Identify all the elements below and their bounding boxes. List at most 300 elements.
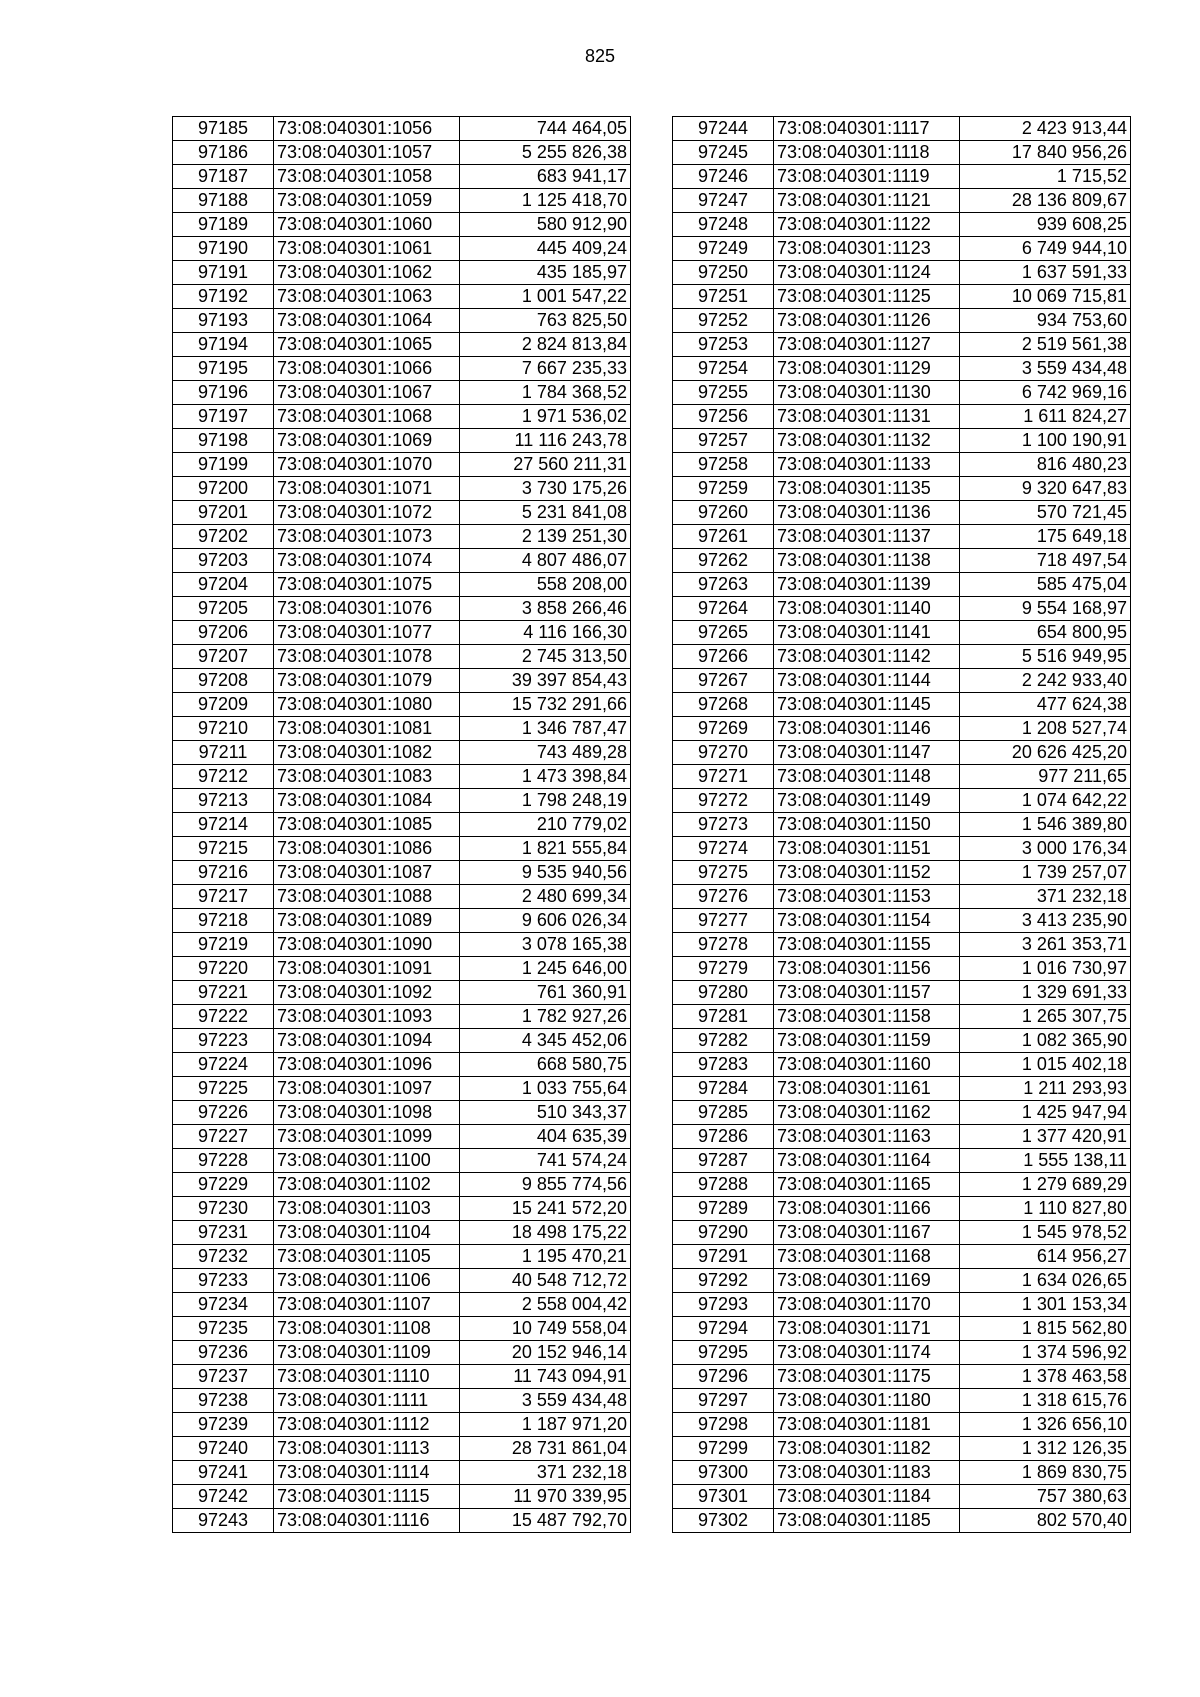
value-cell: 1 815 562,80	[960, 1317, 1131, 1341]
cadastral-number-cell: 73:08:040301:1097	[274, 1077, 460, 1101]
table-row	[673, 1437, 1131, 1461]
cadastral-number-cell: 73:08:040301:1109	[274, 1341, 460, 1365]
cadastral-number-cell: 73:08:040301:1065	[274, 333, 460, 357]
table-row	[173, 237, 631, 261]
value-cell: 1 312 126,35	[960, 1437, 1131, 1461]
row-number-cell: 97224	[173, 1053, 274, 1077]
cadastral-number-cell: 73:08:040301:1076	[274, 597, 460, 621]
table-row	[673, 1269, 1131, 1293]
value-cell: 2 423 913,44	[960, 117, 1131, 141]
table-row	[173, 405, 631, 429]
value-cell: 1 016 730,97	[960, 957, 1131, 981]
table-row	[673, 189, 1131, 213]
cadastral-number-cell: 73:08:040301:1181	[774, 1413, 960, 1437]
cadastral-number-cell: 73:08:040301:1104	[274, 1221, 460, 1245]
value-cell: 371 232,18	[960, 885, 1131, 909]
table-row	[673, 1461, 1131, 1485]
cadastral-number-cell: 73:08:040301:1133	[774, 453, 960, 477]
value-cell: 210 779,02	[460, 813, 631, 837]
value-cell: 9 606 026,34	[460, 909, 631, 933]
table-row	[673, 1509, 1131, 1533]
cadastral-number-cell: 73:08:040301:1061	[274, 237, 460, 261]
table-row	[673, 333, 1131, 357]
value-cell: 683 941,17	[460, 165, 631, 189]
table-row	[673, 549, 1131, 573]
value-cell: 9 554 168,97	[960, 597, 1131, 621]
cadastral-number-cell: 73:08:040301:1073	[274, 525, 460, 549]
cadastral-number-cell: 73:08:040301:1089	[274, 909, 460, 933]
row-number-cell: 97240	[173, 1437, 274, 1461]
table-row	[173, 1245, 631, 1269]
row-number-cell: 97187	[173, 165, 274, 189]
cadastral-number-cell: 73:08:040301:1066	[274, 357, 460, 381]
cadastral-number-cell: 73:08:040301:1155	[774, 933, 960, 957]
row-number-cell: 97216	[173, 861, 274, 885]
value-cell: 3 730 175,26	[460, 477, 631, 501]
cadastral-table-left	[172, 116, 631, 1533]
row-number-cell: 97215	[173, 837, 274, 861]
table-row	[173, 933, 631, 957]
cadastral-number-cell: 73:08:040301:1154	[774, 909, 960, 933]
table-row	[673, 477, 1131, 501]
table-row	[173, 1437, 631, 1461]
cadastral-number-cell: 73:08:040301:1068	[274, 405, 460, 429]
value-cell: 3 559 434,48	[460, 1389, 631, 1413]
table-row	[173, 621, 631, 645]
row-number-cell: 97186	[173, 141, 274, 165]
table-row	[173, 285, 631, 309]
row-number-cell: 97275	[673, 861, 774, 885]
row-number-cell: 97296	[673, 1365, 774, 1389]
row-number-cell: 97199	[173, 453, 274, 477]
table-row	[673, 1101, 1131, 1125]
value-cell: 1 798 248,19	[460, 789, 631, 813]
value-cell: 1 001 547,22	[460, 285, 631, 309]
table-row	[173, 1053, 631, 1077]
value-cell: 175 649,18	[960, 525, 1131, 549]
table-row	[173, 357, 631, 381]
table-row	[673, 1293, 1131, 1317]
row-number-cell: 97185	[173, 117, 274, 141]
table-row	[173, 741, 631, 765]
cadastral-number-cell: 73:08:040301:1092	[274, 981, 460, 1005]
table-row	[173, 477, 631, 501]
value-cell: 3 858 266,46	[460, 597, 631, 621]
table-row	[173, 981, 631, 1005]
row-number-cell: 97258	[673, 453, 774, 477]
table-row	[673, 981, 1131, 1005]
value-cell: 1 378 463,58	[960, 1365, 1131, 1389]
row-number-cell: 97280	[673, 981, 774, 1005]
table-row	[173, 333, 631, 357]
cadastral-number-cell: 73:08:040301:1139	[774, 573, 960, 597]
row-number-cell: 97282	[673, 1029, 774, 1053]
table-row	[173, 1389, 631, 1413]
table-row	[673, 621, 1131, 645]
row-number-cell: 97226	[173, 1101, 274, 1125]
row-number-cell: 97227	[173, 1125, 274, 1149]
cadastral-number-cell: 73:08:040301:1165	[774, 1173, 960, 1197]
value-cell: 6 742 969,16	[960, 381, 1131, 405]
row-number-cell: 97203	[173, 549, 274, 573]
cadastral-number-cell: 73:08:040301:1098	[274, 1101, 460, 1125]
cadastral-number-cell: 73:08:040301:1077	[274, 621, 460, 645]
row-number-cell: 97241	[173, 1461, 274, 1485]
cadastral-number-cell: 73:08:040301:1110	[274, 1365, 460, 1389]
value-cell: 1 821 555,84	[460, 837, 631, 861]
value-cell: 5 516 949,95	[960, 645, 1131, 669]
row-number-cell: 97252	[673, 309, 774, 333]
cadastral-number-cell: 73:08:040301:1140	[774, 597, 960, 621]
row-number-cell: 97243	[173, 1509, 274, 1533]
value-cell: 1 301 153,34	[960, 1293, 1131, 1317]
cadastral-number-cell: 73:08:040301:1060	[274, 213, 460, 237]
row-number-cell: 97244	[673, 117, 774, 141]
row-number-cell: 97294	[673, 1317, 774, 1341]
row-number-cell: 97232	[173, 1245, 274, 1269]
value-cell: 1 211 293,93	[960, 1077, 1131, 1101]
cadastral-number-cell: 73:08:040301:1114	[274, 1461, 460, 1485]
cadastral-number-cell: 73:08:040301:1059	[274, 189, 460, 213]
row-number-cell: 97222	[173, 1005, 274, 1029]
row-number-cell: 97266	[673, 645, 774, 669]
cadastral-table-right	[672, 116, 1131, 1533]
row-number-cell: 97274	[673, 837, 774, 861]
table-row	[673, 429, 1131, 453]
row-number-cell: 97201	[173, 501, 274, 525]
row-number-cell: 97286	[673, 1125, 774, 1149]
table-row	[673, 381, 1131, 405]
table-row	[673, 1365, 1131, 1389]
row-number-cell: 97195	[173, 357, 274, 381]
value-cell: 40 548 712,72	[460, 1269, 631, 1293]
row-number-cell: 97242	[173, 1485, 274, 1509]
table-row	[173, 429, 631, 453]
table-row	[173, 1413, 631, 1437]
row-number-cell: 97255	[673, 381, 774, 405]
value-cell: 1 329 691,33	[960, 981, 1131, 1005]
value-cell: 558 208,00	[460, 573, 631, 597]
value-cell: 3 000 176,34	[960, 837, 1131, 861]
value-cell: 2 480 699,34	[460, 885, 631, 909]
value-cell: 15 732 291,66	[460, 693, 631, 717]
cadastral-number-cell: 73:08:040301:1132	[774, 429, 960, 453]
cadastral-number-cell: 73:08:040301:1135	[774, 477, 960, 501]
cadastral-number-cell: 73:08:040301:1149	[774, 789, 960, 813]
value-cell: 1 377 420,91	[960, 1125, 1131, 1149]
cadastral-number-cell: 73:08:040301:1064	[274, 309, 460, 333]
cadastral-number-cell: 73:08:040301:1103	[274, 1197, 460, 1221]
cadastral-number-cell: 73:08:040301:1075	[274, 573, 460, 597]
value-cell: 816 480,23	[960, 453, 1131, 477]
cadastral-number-cell: 73:08:040301:1130	[774, 381, 960, 405]
value-cell: 934 753,60	[960, 309, 1131, 333]
value-cell: 445 409,24	[460, 237, 631, 261]
row-number-cell: 97231	[173, 1221, 274, 1245]
cadastral-number-cell: 73:08:040301:1124	[774, 261, 960, 285]
table-row	[173, 669, 631, 693]
value-cell: 10 749 558,04	[460, 1317, 631, 1341]
cadastral-number-cell: 73:08:040301:1146	[774, 717, 960, 741]
value-cell: 718 497,54	[960, 549, 1131, 573]
table-row	[173, 1485, 631, 1509]
table-row	[673, 1413, 1131, 1437]
row-number-cell: 97298	[673, 1413, 774, 1437]
value-cell: 1 425 947,94	[960, 1101, 1131, 1125]
row-number-cell: 97236	[173, 1341, 274, 1365]
cadastral-number-cell: 73:08:040301:1106	[274, 1269, 460, 1293]
table-row	[673, 261, 1131, 285]
cadastral-number-cell: 73:08:040301:1070	[274, 453, 460, 477]
table-row	[673, 837, 1131, 861]
table-row	[173, 1365, 631, 1389]
row-number-cell: 97204	[173, 573, 274, 597]
table-row	[673, 141, 1131, 165]
table-row	[673, 237, 1131, 261]
cadastral-number-cell: 73:08:040301:1171	[774, 1317, 960, 1341]
value-cell: 4 345 452,06	[460, 1029, 631, 1053]
cadastral-number-cell: 73:08:040301:1078	[274, 645, 460, 669]
row-number-cell: 97208	[173, 669, 274, 693]
row-number-cell: 97281	[673, 1005, 774, 1029]
row-number-cell: 97269	[673, 717, 774, 741]
cadastral-number-cell: 73:08:040301:1168	[774, 1245, 960, 1269]
cadastral-number-cell: 73:08:040301:1182	[774, 1437, 960, 1461]
table-row	[173, 645, 631, 669]
value-cell: 1 245 646,00	[460, 957, 631, 981]
value-cell: 743 489,28	[460, 741, 631, 765]
cadastral-number-cell: 73:08:040301:1112	[274, 1413, 460, 1437]
row-number-cell: 97212	[173, 765, 274, 789]
cadastral-number-cell: 73:08:040301:1086	[274, 837, 460, 861]
cadastral-number-cell: 73:08:040301:1138	[774, 549, 960, 573]
cadastral-number-cell: 73:08:040301:1158	[774, 1005, 960, 1029]
row-number-cell: 97273	[673, 813, 774, 837]
table-row	[673, 813, 1131, 837]
row-number-cell: 97228	[173, 1149, 274, 1173]
value-cell: 802 570,40	[960, 1509, 1131, 1533]
value-cell: 1 033 755,64	[460, 1077, 631, 1101]
table-row	[673, 1389, 1131, 1413]
table-row	[173, 117, 631, 141]
table-row	[673, 1485, 1131, 1509]
cadastral-number-cell: 73:08:040301:1082	[274, 741, 460, 765]
row-number-cell: 97218	[173, 909, 274, 933]
value-cell: 7 667 235,33	[460, 357, 631, 381]
row-number-cell: 97210	[173, 717, 274, 741]
value-cell: 1 265 307,75	[960, 1005, 1131, 1029]
cadastral-number-cell: 73:08:040301:1159	[774, 1029, 960, 1053]
value-cell: 3 413 235,90	[960, 909, 1131, 933]
row-number-cell: 97253	[673, 333, 774, 357]
cadastral-number-cell: 73:08:040301:1150	[774, 813, 960, 837]
table-row	[673, 1173, 1131, 1197]
table-row	[173, 717, 631, 741]
cadastral-number-cell: 73:08:040301:1056	[274, 117, 460, 141]
cadastral-number-cell: 73:08:040301:1063	[274, 285, 460, 309]
row-number-cell: 97291	[673, 1245, 774, 1269]
table-row	[673, 885, 1131, 909]
value-cell: 3 078 165,38	[460, 933, 631, 957]
row-number-cell: 97302	[673, 1509, 774, 1533]
table-row	[673, 285, 1131, 309]
value-cell: 1 082 365,90	[960, 1029, 1131, 1053]
row-number-cell: 97205	[173, 597, 274, 621]
table-row	[173, 1005, 631, 1029]
row-number-cell: 97209	[173, 693, 274, 717]
cadastral-number-cell: 73:08:040301:1058	[274, 165, 460, 189]
table-row	[673, 405, 1131, 429]
table-row	[673, 309, 1131, 333]
value-cell: 1 715,52	[960, 165, 1131, 189]
row-number-cell: 97221	[173, 981, 274, 1005]
row-number-cell: 97277	[673, 909, 774, 933]
cadastral-number-cell: 73:08:040301:1119	[774, 165, 960, 189]
cadastral-number-cell: 73:08:040301:1081	[274, 717, 460, 741]
row-number-cell: 97290	[673, 1221, 774, 1245]
value-cell: 585 475,04	[960, 573, 1131, 597]
value-cell: 1 318 615,76	[960, 1389, 1131, 1413]
value-cell: 28 136 809,67	[960, 189, 1131, 213]
table-row	[673, 933, 1131, 957]
table-row	[673, 117, 1131, 141]
cadastral-number-cell: 73:08:040301:1152	[774, 861, 960, 885]
row-number-cell: 97267	[673, 669, 774, 693]
row-number-cell: 97193	[173, 309, 274, 333]
value-cell: 1 100 190,91	[960, 429, 1131, 453]
table-row	[673, 693, 1131, 717]
value-cell: 1 545 978,52	[960, 1221, 1131, 1245]
row-number-cell: 97271	[673, 765, 774, 789]
cadastral-number-cell: 73:08:040301:1093	[274, 1005, 460, 1029]
table-row	[173, 1293, 631, 1317]
row-number-cell: 97192	[173, 285, 274, 309]
row-number-cell: 97248	[673, 213, 774, 237]
cadastral-number-cell: 73:08:040301:1062	[274, 261, 460, 285]
row-number-cell: 97260	[673, 501, 774, 525]
table-row	[173, 1173, 631, 1197]
value-cell: 1 125 418,70	[460, 189, 631, 213]
table-row	[673, 213, 1131, 237]
table-row	[673, 1221, 1131, 1245]
table-row	[173, 549, 631, 573]
cadastral-number-cell: 73:08:040301:1144	[774, 669, 960, 693]
value-cell: 477 624,38	[960, 693, 1131, 717]
cadastral-number-cell: 73:08:040301:1141	[774, 621, 960, 645]
cadastral-number-cell: 73:08:040301:1079	[274, 669, 460, 693]
value-cell: 2 519 561,38	[960, 333, 1131, 357]
cadastral-number-cell: 73:08:040301:1121	[774, 189, 960, 213]
value-cell: 3 261 353,71	[960, 933, 1131, 957]
row-number-cell: 97288	[673, 1173, 774, 1197]
cadastral-number-cell: 73:08:040301:1069	[274, 429, 460, 453]
value-cell: 977 211,65	[960, 765, 1131, 789]
cadastral-number-cell: 73:08:040301:1147	[774, 741, 960, 765]
table-row	[173, 1101, 631, 1125]
row-number-cell: 97237	[173, 1365, 274, 1389]
table-row	[173, 789, 631, 813]
table-row	[173, 501, 631, 525]
cadastral-number-cell: 73:08:040301:1083	[274, 765, 460, 789]
table-row	[173, 165, 631, 189]
value-cell: 11 743 094,91	[460, 1365, 631, 1389]
row-number-cell: 97299	[673, 1437, 774, 1461]
table-row	[173, 765, 631, 789]
cadastral-number-cell: 73:08:040301:1167	[774, 1221, 960, 1245]
value-cell: 435 185,97	[460, 261, 631, 285]
cadastral-number-cell: 73:08:040301:1090	[274, 933, 460, 957]
table-row	[173, 1149, 631, 1173]
cadastral-number-cell: 73:08:040301:1057	[274, 141, 460, 165]
row-number-cell: 97202	[173, 525, 274, 549]
cadastral-number-cell: 73:08:040301:1151	[774, 837, 960, 861]
value-cell: 654 800,95	[960, 621, 1131, 645]
cadastral-number-cell: 73:08:040301:1156	[774, 957, 960, 981]
value-cell: 1 195 470,21	[460, 1245, 631, 1269]
value-cell: 1 637 591,33	[960, 261, 1131, 285]
cadastral-number-cell: 73:08:040301:1085	[274, 813, 460, 837]
table-row	[173, 1461, 631, 1485]
cadastral-number-cell: 73:08:040301:1169	[774, 1269, 960, 1293]
value-cell: 9 855 774,56	[460, 1173, 631, 1197]
cadastral-number-cell: 73:08:040301:1180	[774, 1389, 960, 1413]
cadastral-number-cell: 73:08:040301:1105	[274, 1245, 460, 1269]
cadastral-number-cell: 73:08:040301:1137	[774, 525, 960, 549]
row-number-cell: 97301	[673, 1485, 774, 1509]
row-number-cell: 97272	[673, 789, 774, 813]
row-number-cell: 97278	[673, 933, 774, 957]
cadastral-number-cell: 73:08:040301:1131	[774, 405, 960, 429]
value-cell: 10 069 715,81	[960, 285, 1131, 309]
row-number-cell: 97207	[173, 645, 274, 669]
row-number-cell: 97189	[173, 213, 274, 237]
row-number-cell: 97251	[673, 285, 774, 309]
table-row	[673, 453, 1131, 477]
row-number-cell: 97191	[173, 261, 274, 285]
row-number-cell: 97198	[173, 429, 274, 453]
row-number-cell: 97257	[673, 429, 774, 453]
table-row	[173, 885, 631, 909]
cadastral-number-cell: 73:08:040301:1118	[774, 141, 960, 165]
table-row	[173, 189, 631, 213]
table-row	[173, 261, 631, 285]
value-cell: 1 015 402,18	[960, 1053, 1131, 1077]
table-row	[173, 573, 631, 597]
table-row	[673, 957, 1131, 981]
table-row	[673, 1005, 1131, 1029]
row-number-cell: 97270	[673, 741, 774, 765]
cadastral-number-cell: 73:08:040301:1184	[774, 1485, 960, 1509]
row-number-cell: 97214	[173, 813, 274, 837]
row-number-cell: 97219	[173, 933, 274, 957]
row-number-cell: 97264	[673, 597, 774, 621]
cadastral-number-cell: 73:08:040301:1175	[774, 1365, 960, 1389]
table-row	[673, 645, 1131, 669]
page-number: 825	[584, 46, 616, 66]
cadastral-number-cell: 73:08:040301:1067	[274, 381, 460, 405]
cadastral-number-cell: 73:08:040301:1096	[274, 1053, 460, 1077]
row-number-cell: 97230	[173, 1197, 274, 1221]
table-row	[673, 765, 1131, 789]
table-row	[673, 1077, 1131, 1101]
table-row	[673, 789, 1131, 813]
table-row	[173, 1221, 631, 1245]
value-cell: 1 739 257,07	[960, 861, 1131, 885]
table-row	[673, 669, 1131, 693]
cadastral-number-cell: 73:08:040301:1126	[774, 309, 960, 333]
table-row	[173, 597, 631, 621]
table-row	[673, 525, 1131, 549]
